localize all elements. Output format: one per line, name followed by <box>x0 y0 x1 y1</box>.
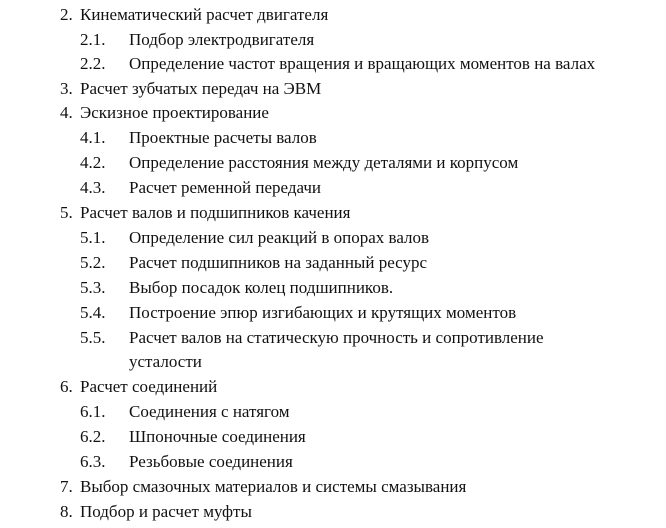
toc-item-2-1 <box>0 27 666 52</box>
toc-number: 2.1. <box>80 30 106 49</box>
toc-title: Определение частот вращения и вращающих моментов на валах <box>129 54 596 73</box>
toc-title: Выбор смазочных материалов и системы смазывания <box>80 477 467 496</box>
toc-number: 4. <box>60 103 73 122</box>
toc-title: Шпоночные соединения <box>129 427 306 446</box>
toc-number: 4.3. <box>80 178 106 197</box>
toc-item-5-5 <box>0 325 666 350</box>
toc-item-5-5-continuation <box>0 349 666 374</box>
toc-title: Соединения с натягом <box>129 402 290 421</box>
toc-item-5-1 <box>0 225 666 250</box>
toc-item-5 <box>0 200 666 225</box>
toc-number: 6.2. <box>80 427 106 446</box>
toc-title: Определение расстояния между деталями и корпусом <box>129 153 519 172</box>
toc-title: Расчет подшипников на заданный ресурс <box>129 253 428 272</box>
toc-item-4-3 <box>0 175 666 200</box>
toc-title: Расчет зубчатых передач на ЭВМ <box>80 79 322 98</box>
toc-number: 6. <box>60 377 73 396</box>
toc-title: Резьбовые соединения <box>129 452 293 471</box>
toc-number: 6.3. <box>80 452 106 471</box>
toc-item-4-1 <box>0 125 666 150</box>
toc-number: 5.1. <box>80 228 106 247</box>
toc-item-8 <box>0 499 666 524</box>
toc-title: Подбор и расчет муфты <box>80 502 252 521</box>
toc-item-3 <box>0 76 666 101</box>
toc-item-7 <box>0 474 666 499</box>
toc-item-6 <box>0 374 666 399</box>
toc-item-6-3 <box>0 449 666 474</box>
toc-title: Расчет ременной передачи <box>129 178 321 197</box>
toc-title: Расчет валов и подшипников качения <box>80 203 351 222</box>
toc-title: Расчет валов на статическую прочность и сопротивление <box>129 328 544 347</box>
toc-item-5-4 <box>0 300 666 325</box>
toc-number: 5.3. <box>80 278 106 297</box>
toc-number: 3. <box>60 79 73 98</box>
toc-title: Подбор электродвигателя <box>129 30 315 49</box>
toc-item-4 <box>0 100 666 125</box>
toc-number: 7. <box>60 477 73 496</box>
toc-item-5-3 <box>0 275 666 300</box>
toc-title: Эскизное проектирование <box>80 103 269 122</box>
toc-item-2 <box>0 2 666 27</box>
toc-number: 5.2. <box>80 253 106 272</box>
toc-item-2-2 <box>0 51 666 76</box>
toc-number: 5.4. <box>80 303 106 322</box>
toc-number: 5.5. <box>80 328 106 347</box>
toc-item-4-2 <box>0 150 666 175</box>
toc-title: Выбор посадок колец подшипников. <box>129 278 394 297</box>
toc-number: 4.1. <box>80 128 106 147</box>
toc-title: Кинематический расчет двигателя <box>80 5 329 24</box>
toc-number: 4.2. <box>80 153 106 172</box>
toc-item-5-2 <box>0 250 666 275</box>
toc-item-6-2 <box>0 424 666 449</box>
toc-title: Расчет соединений <box>80 377 218 396</box>
toc-title: Определение сил реакций в опорах валов <box>129 228 430 247</box>
toc-number: 6.1. <box>80 402 106 421</box>
toc-item-6-1 <box>0 399 666 424</box>
toc-title: Проектные расчеты валов <box>129 128 317 147</box>
toc-number: 2. <box>60 5 73 24</box>
toc-number: 8. <box>60 502 73 521</box>
toc-title: Построение эпюр изгибающих и крутящих моментов <box>129 303 517 322</box>
toc-number: 2.2. <box>80 54 106 73</box>
toc-title: усталости <box>129 352 202 371</box>
toc-number: 5. <box>60 203 73 222</box>
